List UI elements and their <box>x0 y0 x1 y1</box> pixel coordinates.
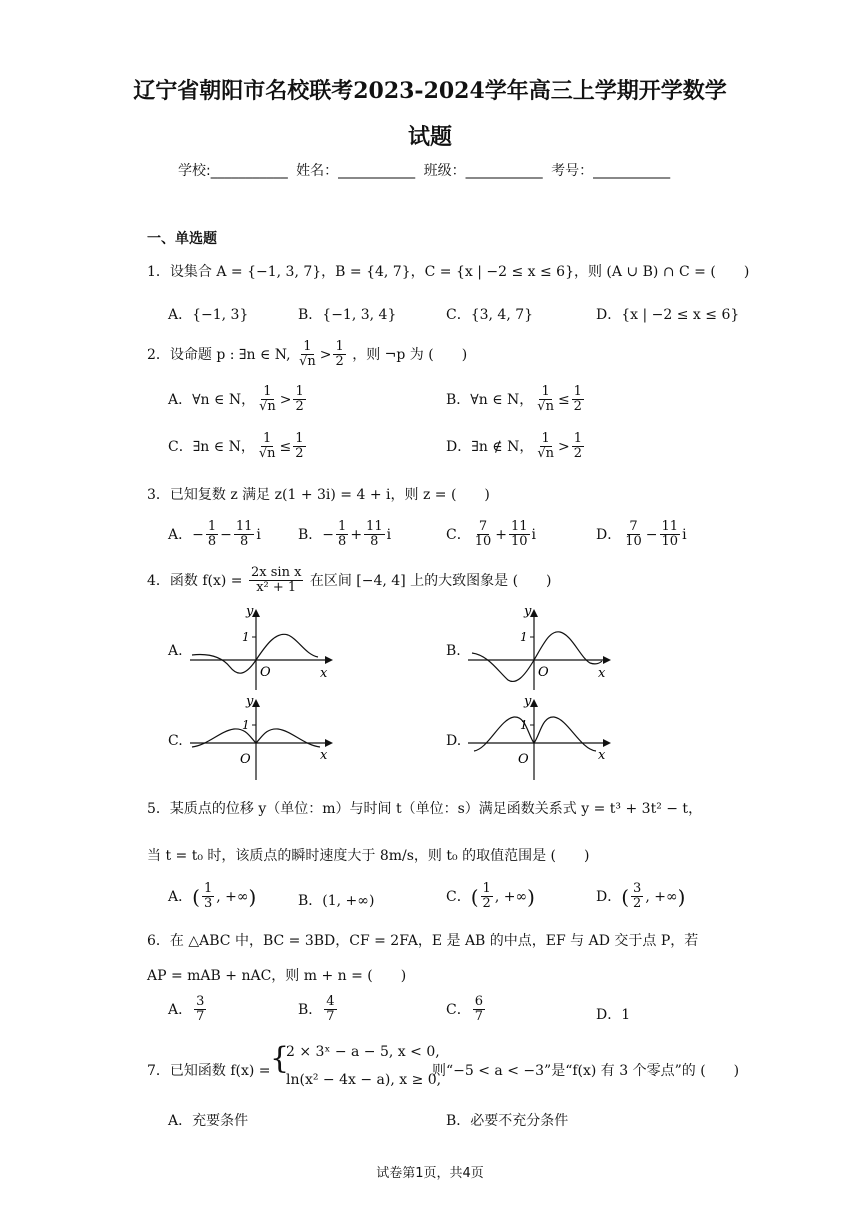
q3-option-d: D． $\frac{7}{10}$ − $\frac{11}{10}$ i <box>596 519 687 550</box>
q4-graph-c <box>190 695 340 780</box>
q3-option-c: C． $\frac{7}{10}$ + $\frac{11}{10}$ i <box>446 519 537 550</box>
svg-text:1: 1 <box>242 630 250 644</box>
svg-text:O: O <box>538 665 549 680</box>
q4-option-d-label: D. <box>446 733 462 749</box>
svg-text:O: O <box>518 752 529 767</box>
q2-option-b: B．∀n ∈ N， $\frac{1}{√n}$ ≤ $\frac{1}{2}$ <box>446 384 582 415</box>
q1-stem: 1．设集合 A = {−1, 3, 7}，B = {4, 7}，C = {x | −2 ≤ x ≤ 6}，则 (A ∪ B) ∩ C = ( ) <box>147 264 750 280</box>
q2-option-d: D．∃n ∉ N， $\frac{1}{√n}$ > $\frac{1}{2}$ <box>446 431 583 462</box>
q6-option-a: A． $\frac{3}{7}$ <box>168 994 205 1025</box>
q2-option-a: A．∀n ∈ N， $\frac{1}{√n}$ > $\frac{1}{2}$ <box>168 384 304 415</box>
q4-graph-b <box>468 605 618 690</box>
q5-option-b: B．(1, +∞) <box>298 893 375 909</box>
svg-text:y: y <box>524 695 532 709</box>
q7-stem-prefix: 7．已知函数 f(x) = <box>147 1063 271 1079</box>
svg-text:x: x <box>598 666 606 681</box>
q4-graph-a <box>190 605 340 690</box>
q1-option-c: C．{3, 4, 7} <box>446 307 534 323</box>
q2-option-c: C．∃n ∈ N， $\frac{1}{√n}$ ≤ $\frac{1}{2}$ <box>168 431 304 462</box>
q5-line2: 当 t = t₀ 时，该质点的瞬时速度大于 8m/s，则 t₀ 的取值范围是 ( ) <box>147 848 590 864</box>
q5-option-d: D．( $\frac{3}{2}$ , +∞) <box>596 881 686 912</box>
q7-brace: { <box>270 1041 290 1076</box>
q4-option-c-label: C. <box>168 733 183 749</box>
svg-text:x: x <box>320 666 328 681</box>
q6-option-b: B． $\frac{4}{7}$ <box>298 994 335 1025</box>
page-title-line2: 试题 <box>407 124 452 150</box>
q4-graph-d <box>468 695 618 780</box>
exam-number-field: 考号：___________ <box>551 163 671 179</box>
school-field: 学校:___________ <box>178 163 288 179</box>
svg-text:1: 1 <box>242 718 250 732</box>
svg-text:O: O <box>240 752 251 767</box>
q1-option-a: A．{−1, 3} <box>168 307 249 323</box>
svg-text:1: 1 <box>520 718 528 732</box>
q4-option-a-label: A. <box>168 643 183 659</box>
svg-text:x: x <box>598 748 606 763</box>
q3-option-a: A．− $\frac{1}{8}$ − $\frac{11}{8}$ i <box>168 519 261 550</box>
q5-option-a: A．( $\frac{1}{3}$ , +∞) <box>168 881 257 912</box>
q7-case1: 2 × 3ˣ − a − 5, x < 0, <box>286 1044 440 1060</box>
q6-option-d: D．1 <box>596 1007 631 1023</box>
info-line <box>178 160 670 180</box>
q7-option-a: A．充要条件 <box>168 1113 249 1129</box>
page-footer: 试卷第1页，共4页 <box>376 1166 484 1181</box>
q5-option-c: C．( $\frac{1}{2}$ , +∞) <box>446 881 535 912</box>
q3-stem: 3．已知复数 z 满足 z(1 + 3i) = 4 + i，则 z = ( ) <box>147 487 490 503</box>
svg-text:1: 1 <box>520 630 528 644</box>
q5-line1: 5．某质点的位移 y（单位：m）与时间 t（单位：s）满足函数关系式 y = t³ + 3t² − t， <box>147 801 703 817</box>
svg-text:y: y <box>246 605 254 619</box>
q1-option-b: B．{−1, 3, 4} <box>298 307 397 323</box>
q4-option-b-label: B. <box>446 643 461 659</box>
q6-option-c: C． $\frac{6}{7}$ <box>446 994 483 1025</box>
page-title-line1: 辽宁省朝阳市名校联考2023-2024学年高三上学期开学数学 <box>133 78 727 104</box>
q2-stem: 2．设命题 p : ∃n ∈ N, $\frac{1}{√n}$ > $\frac{1}{2}$ ，则 ¬p 为 ( ) <box>147 339 468 370</box>
svg-text:O: O <box>260 665 271 680</box>
q7-case2: ln(x² − 4x − a), x ≥ 0, <box>286 1072 442 1088</box>
q1-option-d: D．{x | −2 ≤ x ≤ 6} <box>596 307 740 323</box>
svg-text:y: y <box>246 695 254 709</box>
q6-line2: AP = mAB + nAC，则 m + n = ( ) <box>147 968 407 984</box>
svg-text:x: x <box>320 748 328 763</box>
q3-option-b: B．− $\frac{1}{8}$ + $\frac{11}{8}$ i <box>298 519 392 550</box>
class-field: 班级：___________ <box>423 163 543 179</box>
q7-stem-suffix: 则“−5 < a < −3”是“f(x) 有 3 个零点”的 ( ) <box>432 1063 740 1079</box>
section-header: 一、单选题 <box>147 231 217 247</box>
name-field: 姓名：___________ <box>296 163 416 179</box>
q4-stem: 4．函数 f(x) = $\frac{\text{2x sin x}}{\text{x² + 1}}$ 在区间 [−4, 4] 上的大致图象是 ( ) <box>147 565 552 596</box>
q7-option-b: B．必要不充分条件 <box>446 1113 569 1129</box>
q6-line1: 6．在 △ABC 中，BC = 3BD，CF = 2FA，E 是 AB 的中点，EF 与 AD 交于点 P，若 <box>147 933 699 949</box>
svg-text:y: y <box>524 605 532 619</box>
